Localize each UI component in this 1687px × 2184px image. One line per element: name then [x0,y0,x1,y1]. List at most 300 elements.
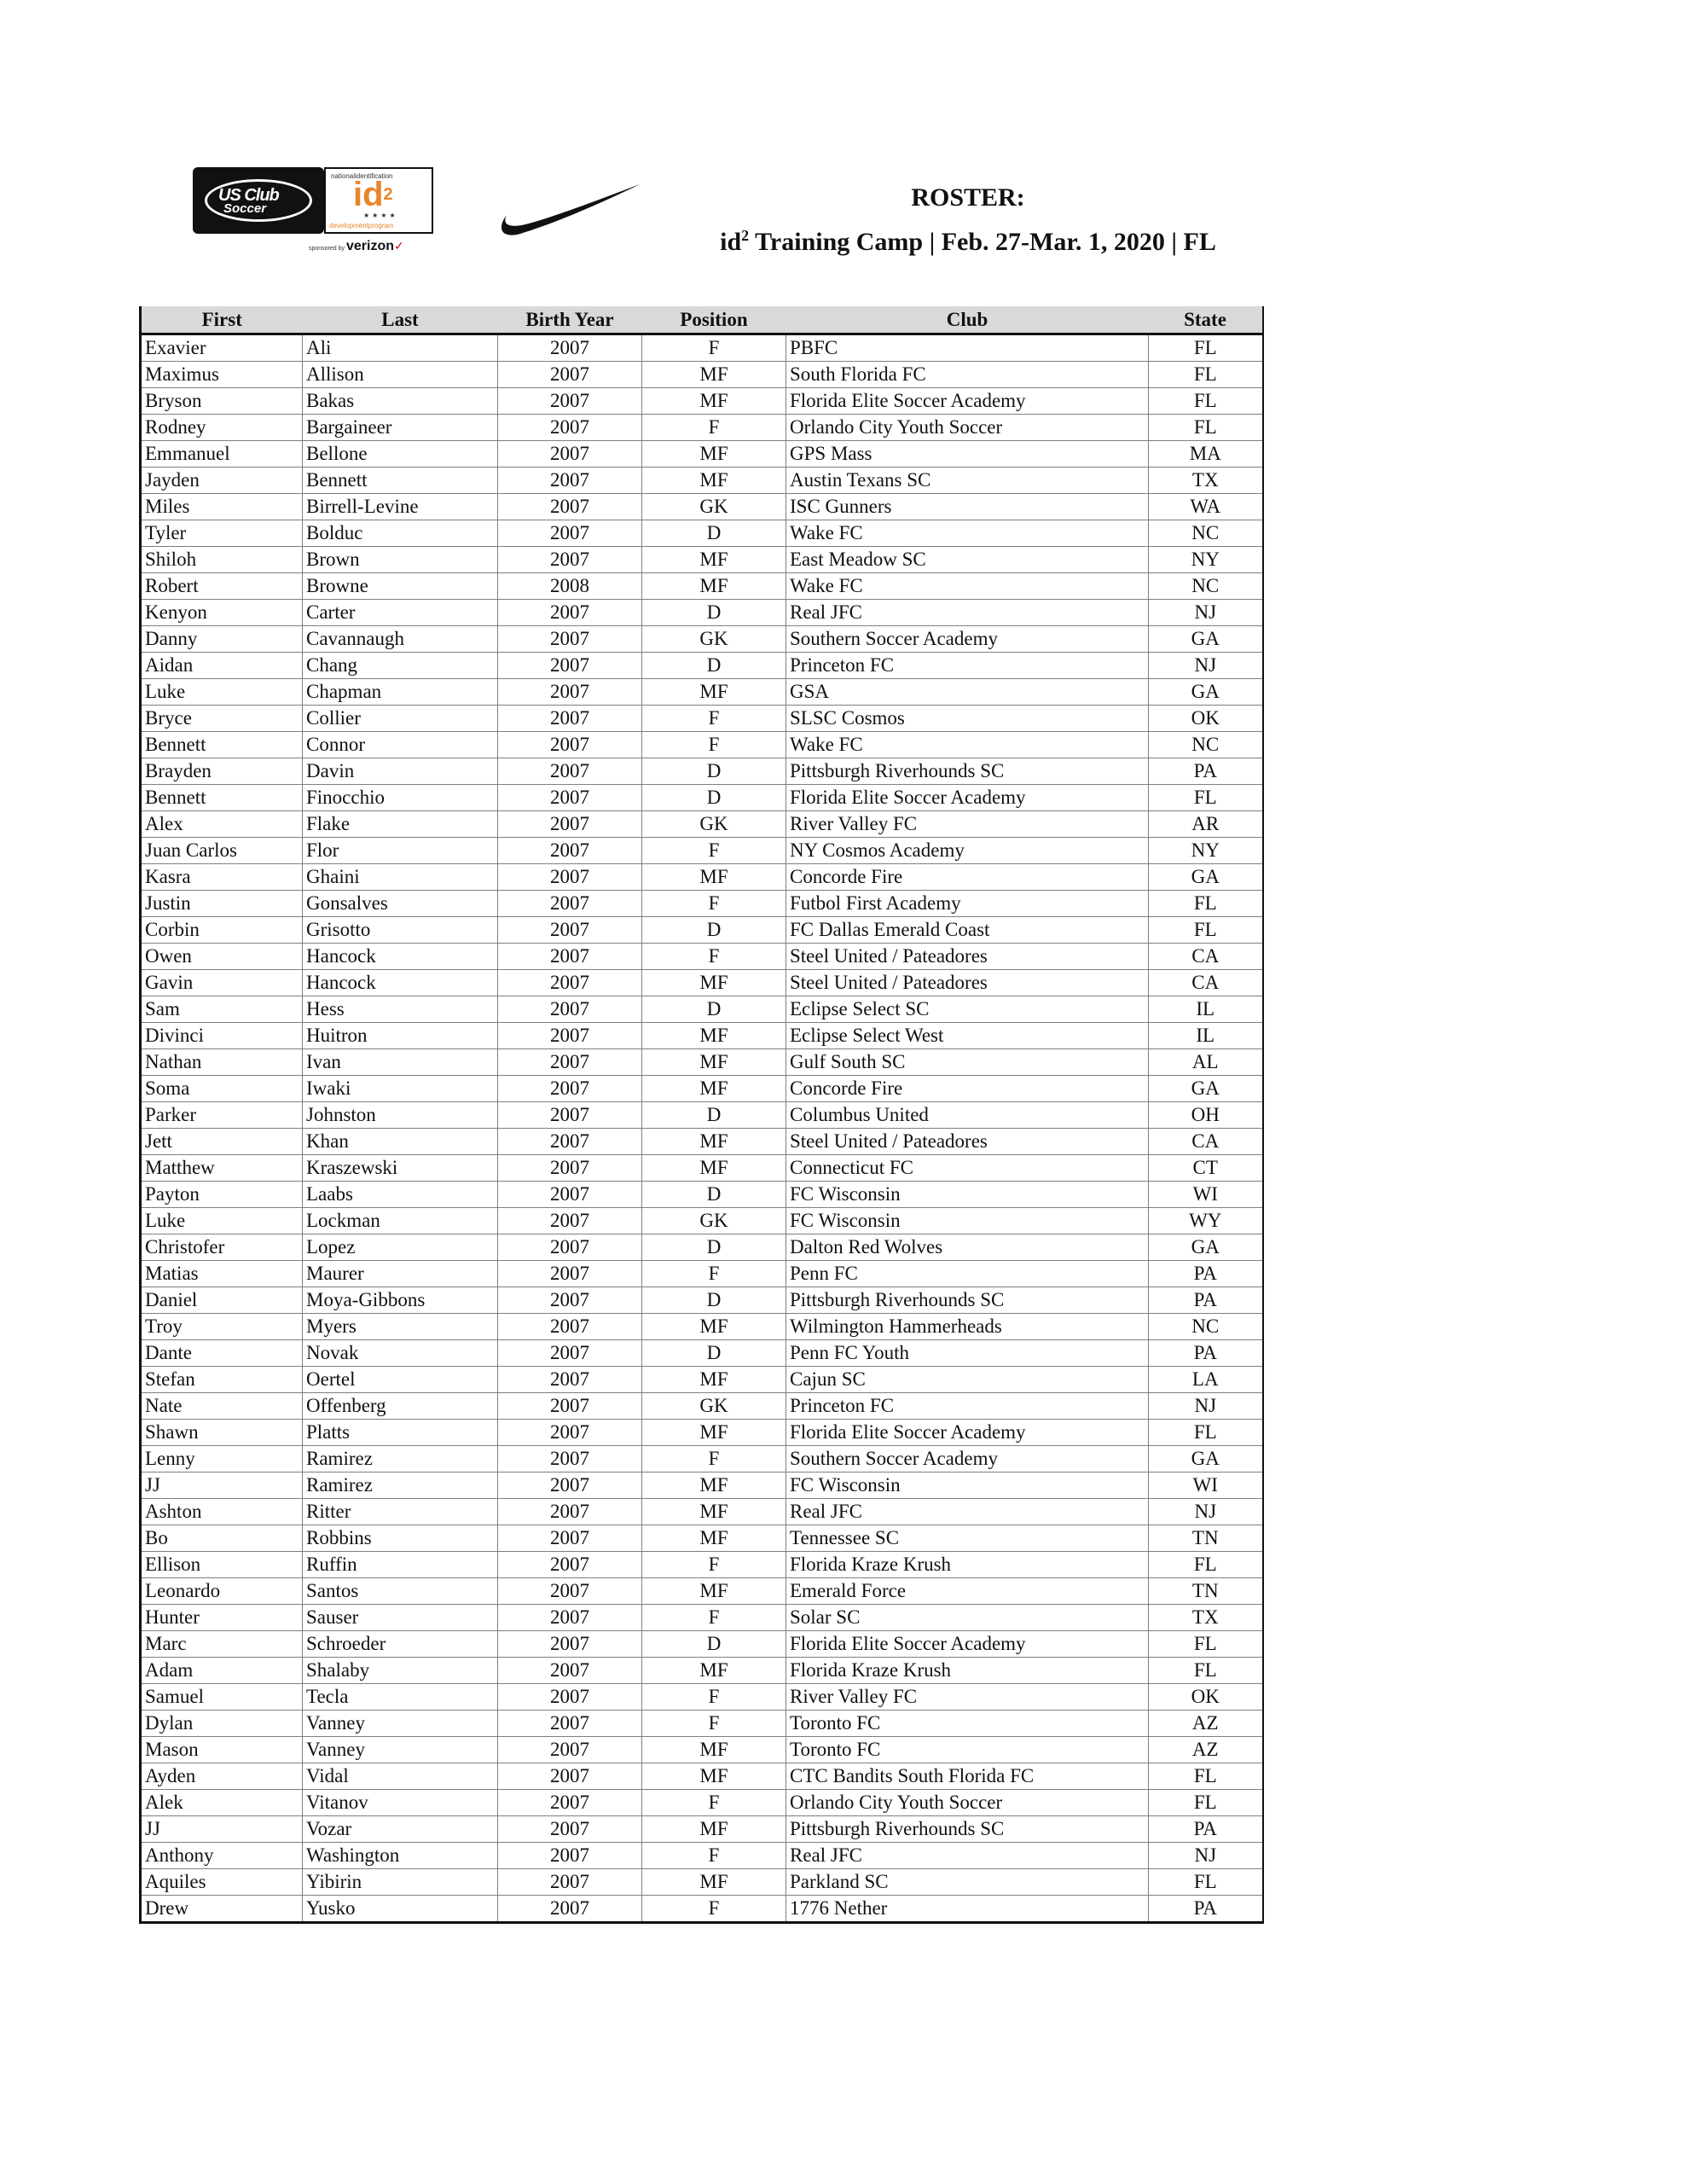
cell-state: FL [1149,917,1263,944]
cell-birth-year: 2007 [498,1287,642,1314]
cell-state: WA [1149,494,1263,520]
table-header-row [141,306,1263,334]
cell-club: Real JFC [786,1499,1149,1525]
cell-birth-year: 2007 [498,1711,642,1737]
cell-birth-year: 2007 [498,441,642,468]
cell-state: NY [1149,547,1263,573]
cell-position: MF [642,1367,786,1393]
cell-club: Dalton Red Wolves [786,1234,1149,1261]
cell-position: MF [642,1155,786,1182]
cell-last: Khan [303,1129,498,1155]
cell-last: Connor [303,732,498,758]
cell-birth-year: 2007 [498,1763,642,1790]
cell-first: Daniel [141,1287,303,1314]
sponsor-name: verizon [345,239,394,253]
cell-first: Alek [141,1790,303,1816]
cell-last: Laabs [303,1182,498,1208]
cell-club: Florida Elite Soccer Academy [786,785,1149,811]
table-row [141,1605,1263,1631]
cell-club: Tennessee SC [786,1525,1149,1552]
cell-first: Mason [141,1737,303,1763]
cell-position: GK [642,626,786,653]
cell-birth-year: 2007 [498,732,642,758]
cell-position: D [642,1102,786,1129]
cell-first: Bennett [141,732,303,758]
column-header-first: First [141,306,303,334]
cell-birth-year: 2007 [498,1658,642,1684]
cell-first: Maximus [141,362,303,388]
table-row [141,1446,1263,1472]
cell-birth-year: 2007 [498,1102,642,1129]
cell-last: Maurer [303,1261,498,1287]
cell-position: MF [642,1763,786,1790]
cell-birth-year: 2007 [498,1578,642,1605]
cell-club: Florida Elite Soccer Academy [786,1420,1149,1446]
cell-club: Orlando City Youth Soccer [786,1790,1149,1816]
cell-birth-year: 2007 [498,1472,642,1499]
cell-first: Dante [141,1340,303,1367]
cell-first: Shiloh [141,547,303,573]
cell-first: Luke [141,679,303,706]
cell-club: CTC Bandits South Florida FC [786,1763,1149,1790]
cell-first: Bryson [141,388,303,415]
cell-last: Oertel [303,1367,498,1393]
cell-position: D [642,917,786,944]
cell-birth-year: 2007 [498,891,642,917]
cell-first: Jayden [141,468,303,494]
cell-birth-year: 2007 [498,468,642,494]
table-row [141,1499,1263,1525]
cell-club: Pittsburgh Riverhounds SC [786,758,1149,785]
roster-table-body [141,334,1263,1923]
cell-first: Hunter [141,1605,303,1631]
cell-birth-year: 2007 [498,1261,642,1287]
cell-club: PBFC [786,334,1149,362]
cell-last: Robbins [303,1525,498,1552]
cell-first: Tyler [141,520,303,547]
cell-last: Chang [303,653,498,679]
table-row [141,441,1263,468]
cell-club: Steel United / Pateadores [786,944,1149,970]
cell-birth-year: 2007 [498,1340,642,1367]
table-row [141,758,1263,785]
table-row [141,917,1263,944]
table-row [141,1076,1263,1102]
cell-birth-year: 2007 [498,1816,642,1843]
cell-last: Birrell-Levine [303,494,498,520]
cell-club: Toronto FC [786,1737,1149,1763]
cell-club: NY Cosmos Academy [786,838,1149,864]
cell-first: Kasra [141,864,303,891]
cell-last: Ramirez [303,1446,498,1472]
cell-position: F [642,732,786,758]
cell-club: Wilmington Hammerheads [786,1314,1149,1340]
cell-birth-year: 2007 [498,1552,642,1578]
cell-birth-year: 2007 [498,1393,642,1420]
cell-last: Davin [303,758,498,785]
cell-state: CA [1149,944,1263,970]
cell-last: Hess [303,996,498,1023]
table-row [141,838,1263,864]
sponsor-line [309,239,404,254]
cell-position: MF [642,1129,786,1155]
table-row [141,1684,1263,1711]
cell-first: Corbin [141,917,303,944]
cell-position: MF [642,1869,786,1896]
title-line-1: ROSTER: [911,183,1025,212]
cell-first: Luke [141,1208,303,1234]
cell-last: Platts [303,1420,498,1446]
cell-state: IL [1149,996,1263,1023]
cell-first: Danny [141,626,303,653]
cell-club: FC Wisconsin [786,1208,1149,1234]
cell-club: FC Dallas Emerald Coast [786,917,1149,944]
cell-last: Novak [303,1340,498,1367]
cell-state: AZ [1149,1737,1263,1763]
cell-position: D [642,520,786,547]
cell-position: F [642,944,786,970]
cell-club: Florida Kraze Krush [786,1552,1149,1578]
cell-first: JJ [141,1816,303,1843]
table-row [141,1843,1263,1869]
cell-club: South Florida FC [786,362,1149,388]
cell-position: D [642,1182,786,1208]
table-row [141,520,1263,547]
cell-position: F [642,1684,786,1711]
cell-position: F [642,1711,786,1737]
cell-state: WI [1149,1472,1263,1499]
table-row [141,415,1263,441]
table-row [141,1631,1263,1658]
cell-first: JJ [141,1472,303,1499]
cell-state: AZ [1149,1711,1263,1737]
cell-club: Pittsburgh Riverhounds SC [786,1287,1149,1314]
cell-position: MF [642,1499,786,1525]
table-row [141,1234,1263,1261]
cell-birth-year: 2007 [498,838,642,864]
cell-first: Nathan [141,1049,303,1076]
cell-first: Robert [141,573,303,600]
cell-last: Flor [303,838,498,864]
cell-state: IL [1149,1023,1263,1049]
table-row [141,1182,1263,1208]
cell-first: Bennett [141,785,303,811]
table-row [141,996,1263,1023]
cell-club: Concorde Fire [786,864,1149,891]
cell-state: NC [1149,1314,1263,1340]
cell-birth-year: 2007 [498,996,642,1023]
cell-birth-year: 2007 [498,1155,642,1182]
cell-first: Ellison [141,1552,303,1578]
cell-first: Payton [141,1182,303,1208]
table-row [141,1737,1263,1763]
table-row [141,1896,1263,1923]
cell-position: MF [642,1525,786,1552]
table-row [141,1261,1263,1287]
cell-state: GA [1149,864,1263,891]
cell-position: GK [642,1208,786,1234]
cell-position: MF [642,864,786,891]
cell-position: F [642,1446,786,1472]
cell-position: D [642,1340,786,1367]
cell-birth-year: 2007 [498,1737,642,1763]
cell-birth-year: 2007 [498,1499,642,1525]
cell-birth-year: 2007 [498,1525,642,1552]
table-row [141,679,1263,706]
id2-logo-mark: $id^2$ [353,176,393,213]
table-row [141,1578,1263,1605]
cell-position: MF [642,573,786,600]
page-title [648,179,1288,261]
cell-first: Exavier [141,334,303,362]
cell-last: Yusko [303,1896,498,1923]
table-row [141,732,1263,758]
cell-last: Carter [303,600,498,626]
cell-first: Anthony [141,1843,303,1869]
cell-state: AL [1149,1049,1263,1076]
cell-club: Penn FC Youth [786,1340,1149,1367]
cell-state: FL [1149,891,1263,917]
cell-last: Offenberg [303,1393,498,1420]
cell-birth-year: 2008 [498,573,642,600]
cell-birth-year: 2007 [498,1367,642,1393]
cell-state: GA [1149,1076,1263,1102]
cell-first: Leonardo [141,1578,303,1605]
cell-last: Bakas [303,388,498,415]
cell-last: Bargaineer [303,415,498,441]
table-row [141,388,1263,415]
cell-last: Cavannaugh [303,626,498,653]
cell-state: CA [1149,970,1263,996]
cell-position: MF [642,1049,786,1076]
cell-state: AR [1149,811,1263,838]
cell-club: River Valley FC [786,1684,1149,1711]
column-header-state: State [1149,306,1263,334]
cell-last: Bolduc [303,520,498,547]
table-row [141,944,1263,970]
cell-club: Pittsburgh Riverhounds SC [786,1816,1149,1843]
cell-state: OK [1149,1684,1263,1711]
cell-first: Marc [141,1631,303,1658]
cell-last: Hancock [303,944,498,970]
id2-logo-program-text: developmentprogram [329,222,394,229]
cell-position: F [642,1790,786,1816]
cell-club: Florida Elite Soccer Academy [786,1631,1149,1658]
cell-state: WY [1149,1208,1263,1234]
cell-state: FL [1149,388,1263,415]
cell-position: D [642,1631,786,1658]
table-row [141,1314,1263,1340]
cell-club: Real JFC [786,600,1149,626]
cell-state: TX [1149,468,1263,494]
cell-state: PA [1149,758,1263,785]
cell-state: NJ [1149,653,1263,679]
cell-first: Soma [141,1076,303,1102]
cell-state: GA [1149,1234,1263,1261]
cell-club: ISC Gunners [786,494,1149,520]
cell-club: River Valley FC [786,811,1149,838]
cell-birth-year: 2007 [498,1076,642,1102]
cell-last: Vozar [303,1816,498,1843]
cell-birth-year: 2007 [498,1420,642,1446]
cell-birth-year: 2007 [498,970,642,996]
cell-club: Florida Kraze Krush [786,1658,1149,1684]
cell-last: Ramirez [303,1472,498,1499]
table-row [141,811,1263,838]
cell-first: Divinci [141,1023,303,1049]
cell-club: GSA [786,679,1149,706]
cell-club: Eclipse Select SC [786,996,1149,1023]
verizon-check-icon: ✓ [394,239,404,253]
cell-birth-year: 2007 [498,1208,642,1234]
cell-first: Nate [141,1393,303,1420]
cell-first: Alex [141,811,303,838]
cell-state: PA [1149,1340,1263,1367]
cell-birth-year: 2007 [498,1631,642,1658]
cell-first: Matias [141,1261,303,1287]
cell-first: Sam [141,996,303,1023]
cell-state: GA [1149,679,1263,706]
cell-state: NJ [1149,1499,1263,1525]
table-row [141,1287,1263,1314]
cell-first: Troy [141,1314,303,1340]
cell-position: GK [642,811,786,838]
cell-position: D [642,600,786,626]
cell-position: D [642,996,786,1023]
title-line-2: $id^2$ Training Camp | Feb. 27-Mar. 1, 2020 | FL [720,227,1216,256]
cell-position: F [642,838,786,864]
cell-club: GPS Mass [786,441,1149,468]
cell-last: Washington [303,1843,498,1869]
cell-state: FL [1149,362,1263,388]
cell-club: Parkland SC [786,1869,1149,1896]
cell-state: TX [1149,1605,1263,1631]
cell-birth-year: 2007 [498,1896,642,1923]
cell-club: Penn FC [786,1261,1149,1287]
cell-last: Ritter [303,1499,498,1525]
cell-position: MF [642,362,786,388]
id2-program-logo [324,167,433,234]
cell-club: Connecticut FC [786,1155,1149,1182]
cell-birth-year: 2007 [498,600,642,626]
cell-state: NC [1149,573,1263,600]
column-header-position: Position [642,306,786,334]
cell-club: Florida Elite Soccer Academy [786,388,1149,415]
cell-birth-year: 2007 [498,1605,642,1631]
cell-club: Gulf South SC [786,1049,1149,1076]
table-row [141,864,1263,891]
cell-last: Chapman [303,679,498,706]
cell-club: Columbus United [786,1102,1149,1129]
cell-club: Toronto FC [786,1711,1149,1737]
cell-first: Bo [141,1525,303,1552]
cell-first: Ayden [141,1763,303,1790]
cell-club: Futbol First Academy [786,891,1149,917]
cell-first: Matthew [141,1155,303,1182]
cell-birth-year: 2007 [498,1314,642,1340]
cell-birth-year: 2007 [498,520,642,547]
cell-state: PA [1149,1896,1263,1923]
cell-first: Bryce [141,706,303,732]
cell-position: MF [642,1420,786,1446]
table-row [141,1208,1263,1234]
cell-last: Yibirin [303,1869,498,1896]
cell-position: MF [642,1076,786,1102]
table-row [141,1711,1263,1737]
cell-club: Orlando City Youth Soccer [786,415,1149,441]
cell-first: Owen [141,944,303,970]
cell-state: FL [1149,1869,1263,1896]
cell-position: F [642,415,786,441]
table-row [141,334,1263,362]
cell-position: MF [642,1472,786,1499]
cell-last: Johnston [303,1102,498,1129]
cell-birth-year: 2007 [498,1869,642,1896]
table-row [141,1420,1263,1446]
cell-club: FC Wisconsin [786,1472,1149,1499]
cell-state: NJ [1149,1393,1263,1420]
cell-club: Southern Soccer Academy [786,1446,1149,1472]
table-row [141,891,1263,917]
cell-first: Ashton [141,1499,303,1525]
table-row [141,970,1263,996]
cell-last: Ruffin [303,1552,498,1578]
cell-position: MF [642,547,786,573]
cell-first: Stefan [141,1367,303,1393]
roster-table [139,306,1264,1924]
table-row [141,494,1263,520]
cell-birth-year: 2007 [498,1129,642,1155]
cell-state: CT [1149,1155,1263,1182]
cell-state: CA [1149,1129,1263,1155]
cell-last: Vitanov [303,1790,498,1816]
cell-club: East Meadow SC [786,547,1149,573]
cell-state: NJ [1149,600,1263,626]
cell-state: OH [1149,1102,1263,1129]
table-row [141,1393,1263,1420]
cell-first: Christofer [141,1234,303,1261]
cell-state: FL [1149,1658,1263,1684]
cell-last: Vanney [303,1711,498,1737]
cell-state: FL [1149,1631,1263,1658]
cell-first: Emmanuel [141,441,303,468]
table-row [141,1367,1263,1393]
cell-last: Grisotto [303,917,498,944]
cell-club: Wake FC [786,573,1149,600]
table-row [141,1552,1263,1578]
id2-logo-small-text: nationalidentification [331,172,393,180]
table-row [141,1049,1263,1076]
id2-logo-stars: ★★★★ [363,212,398,219]
cell-position: MF [642,1578,786,1605]
cell-first: Miles [141,494,303,520]
cell-club: FC Wisconsin [786,1182,1149,1208]
cell-birth-year: 2007 [498,758,642,785]
cell-last: Flake [303,811,498,838]
cell-birth-year: 2007 [498,653,642,679]
cell-last: Bennett [303,468,498,494]
cell-birth-year: 2007 [498,494,642,520]
us-club-soccer-logo [193,167,324,234]
cell-last: Huitron [303,1023,498,1049]
table-row [141,573,1263,600]
cell-last: Ali [303,334,498,362]
cell-club: Eclipse Select West [786,1023,1149,1049]
cell-birth-year: 2007 [498,1182,642,1208]
table-row [141,1525,1263,1552]
cell-position: F [642,891,786,917]
cell-state: PA [1149,1287,1263,1314]
